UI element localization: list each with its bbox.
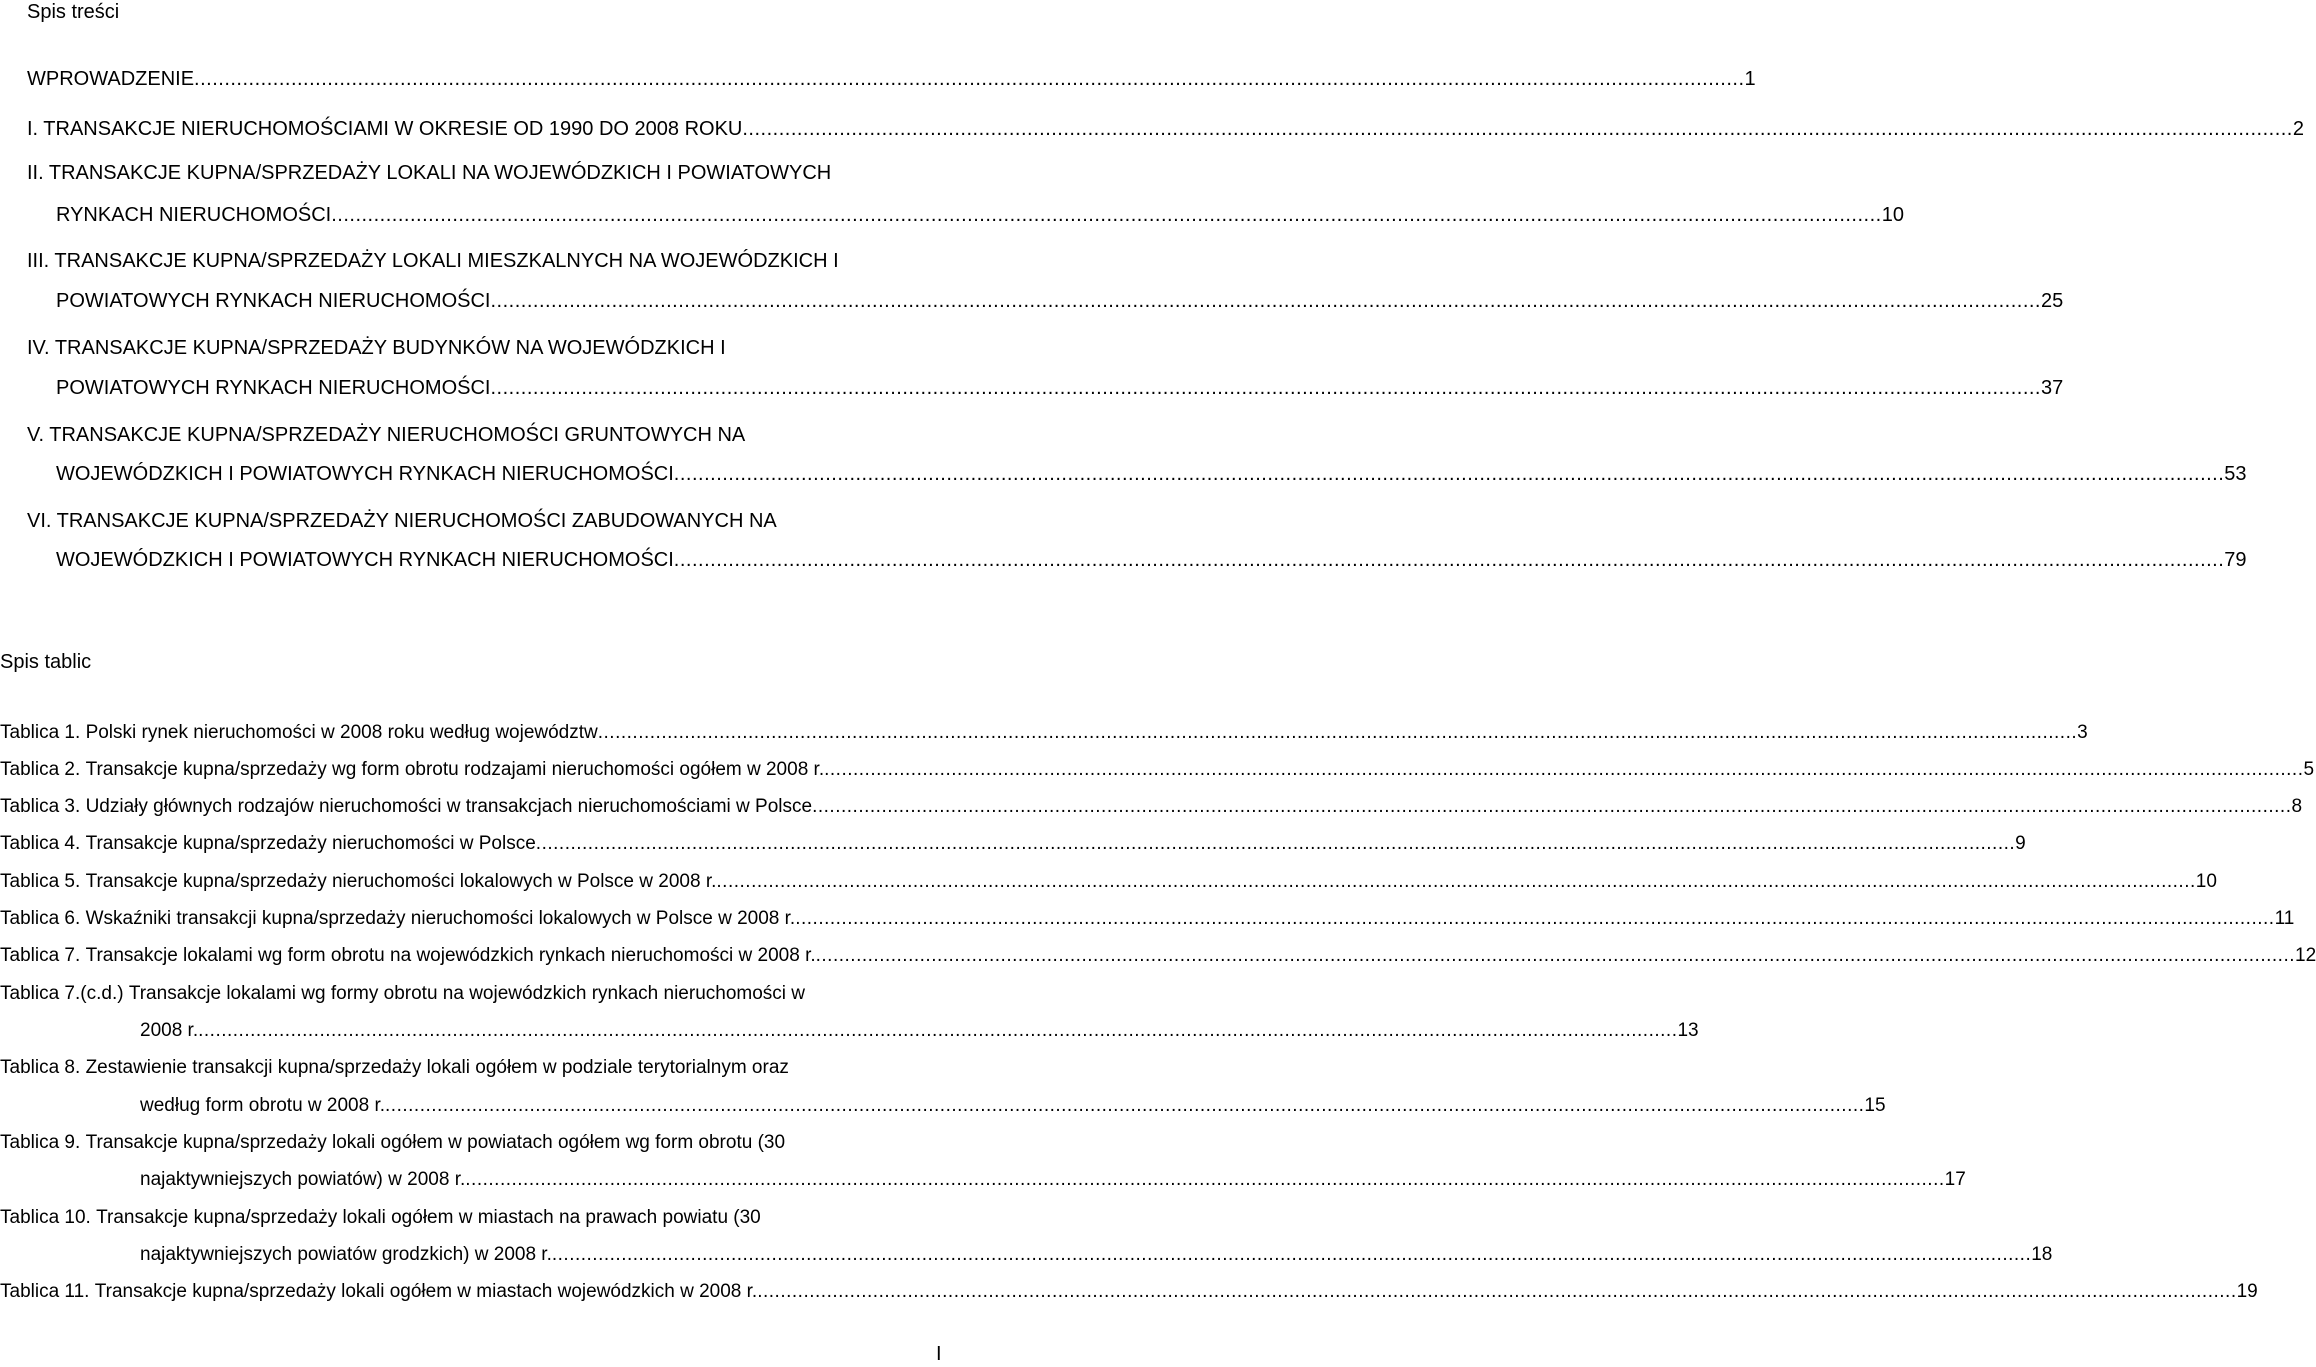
leader-dots xyxy=(757,1281,2236,1303)
toc-entry-title: VI. TRANSAKCJE KUPNA/SPRZEDAŻY NIERUCHOMOŚCI ZABUDOWANYCH NA xyxy=(27,510,777,532)
table-entry-label: Tablica 6. xyxy=(0,908,81,929)
table-entry[interactable] xyxy=(140,1095,1886,1117)
leader-dots xyxy=(742,118,2293,141)
toc-entry-title-cont: POWIATOWYCH RYNKACH NIERUCHOMOŚCI xyxy=(56,377,491,399)
table-entry-title: Transakcje kupna/sprzedaży lokali ogółem w powiatach ogółem wg form obrotu (30 xyxy=(85,1132,786,1153)
table-entry[interactable] xyxy=(0,908,2295,930)
table-entry-label: Tablica 9. xyxy=(0,1132,81,1153)
leader-dots xyxy=(490,290,2041,313)
page-number: I xyxy=(936,1343,942,1365)
toc-entry-page: 10 xyxy=(1881,204,1904,226)
table-entry-title-cont: najaktywniejszych powiatów) w 2008 r. xyxy=(140,1169,466,1190)
leader-dots xyxy=(552,1244,2031,1266)
toc-entry-line1[interactable] xyxy=(27,510,951,533)
table-entry[interactable] xyxy=(0,759,2315,781)
table-entry-line1[interactable] xyxy=(0,983,958,1005)
toc-entry[interactable] xyxy=(56,463,2247,486)
table-entry-title: Transakcje lokalami wg form obrotu na wojewódzkich rynkach nieruchomości w 2008 r. xyxy=(85,945,816,966)
table-entry-title-cont: według form obrotu w 2008 r. xyxy=(140,1095,386,1116)
toc-entry-page: 37 xyxy=(2040,377,2064,399)
table-entry-title: Polski rynek nieruchomości w 2008 roku według województw xyxy=(85,722,598,743)
toc-entry-page: 25 xyxy=(2040,290,2064,312)
table-entry[interactable] xyxy=(140,1169,1966,1191)
table-entry-label: Tablica 4. xyxy=(0,833,81,854)
leader-dots xyxy=(598,722,2077,744)
table-entry-label: Tablica 5. xyxy=(0,871,81,892)
table-entry[interactable] xyxy=(0,833,2026,855)
leader-dots xyxy=(816,945,2295,967)
toc-heading: Spis treści xyxy=(27,1,120,23)
table-entry[interactable] xyxy=(0,1281,2258,1303)
table-entry-title: Transakcje kupna/sprzedaży lokali ogółem w miastach wojewódzkich w 2008 r. xyxy=(94,1281,758,1302)
table-entry[interactable] xyxy=(0,945,2316,967)
leader-dots xyxy=(331,204,1882,227)
table-entry[interactable] xyxy=(140,1020,1699,1042)
toc-entry-title: V. TRANSAKCJE KUPNA/SPRZEDAŻY NIERUCHOMOŚCI GRUNTOWYCH NA xyxy=(27,424,746,446)
table-entry[interactable] xyxy=(140,1244,2053,1266)
leader-dots xyxy=(490,377,2041,400)
leader-dots xyxy=(795,908,2274,930)
table-entry-page: 8 xyxy=(2291,796,2303,817)
leader-dots xyxy=(674,549,2225,572)
table-entry-page: 13 xyxy=(1677,1020,1699,1041)
leader-dots xyxy=(824,759,2303,781)
toc-entry-title-cont: POWIATOWYCH RYNKACH NIERUCHOMOŚCI xyxy=(56,290,491,312)
toc-entry[interactable] xyxy=(56,549,2247,572)
toc-entry[interactable] xyxy=(56,204,1904,227)
table-entry-label: Tablica 2. xyxy=(0,759,81,780)
table-entry-title: Transakcje lokalami wg formy obrotu na wojewódzkich rynkach nieruchomości w xyxy=(128,983,806,1004)
toc-entry-page: 1 xyxy=(1744,68,1756,90)
toc-entry-title-cont: RYNKACH NIERUCHOMOŚCI xyxy=(56,204,332,226)
toc-entry-title: I. TRANSAKCJE NIERUCHOMOŚCIAMI W OKRESIE OD 1990 DO 2008 ROKU xyxy=(27,118,743,140)
table-entry-label: Tablica 10. xyxy=(0,1207,91,1228)
table-entry-label: Tablica 1. xyxy=(0,722,81,743)
table-entry-page: 5 xyxy=(2303,759,2315,780)
table-entry-title: Udziały głównych rodzajów nieruchomości w transakcjach nieruchomościami w Polsce xyxy=(85,796,813,817)
table-entry-page: 11 xyxy=(2274,908,2295,929)
table-entry-line1[interactable] xyxy=(0,1207,958,1229)
toc-entry-line1[interactable] xyxy=(27,337,951,360)
table-entry-label: Tablica 7. xyxy=(0,945,81,966)
table-entry-title-cont: najaktywniejszych powiatów grodzkich) w 2008 r. xyxy=(140,1244,552,1265)
table-entry-page: 9 xyxy=(2015,833,2026,854)
leader-dots xyxy=(812,796,2291,818)
table-entry-page: 10 xyxy=(2195,871,2217,892)
leader-dots xyxy=(194,68,1745,91)
table-entry-page: 12 xyxy=(2295,945,2316,966)
toc-entry[interactable] xyxy=(27,68,1756,91)
leader-dots xyxy=(674,463,2225,486)
table-entry-page: 15 xyxy=(1864,1095,1886,1116)
table-entry[interactable] xyxy=(0,796,2303,818)
toc-entry-page: 79 xyxy=(2224,549,2247,571)
table-entry[interactable] xyxy=(0,871,2217,893)
table-entry-title: Transakcje kupna/sprzedaży nieruchomości lokalowych w Polsce w 2008 r. xyxy=(85,871,717,892)
toc-entry-title: WPROWADZENIE xyxy=(27,68,195,90)
table-entry-title: Wskaźniki transakcji kupna/sprzedaży nieruchomości lokalowych w Polsce w 2008 r. xyxy=(85,908,796,929)
table-entry-title: Transakcje kupna/sprzedaży wg form obrotu rodzajami nieruchomości ogółem w 2008 r. xyxy=(85,759,825,780)
toc-entry-title: III. TRANSAKCJE KUPNA/SPRZEDAŻY LOKALI MIESZKALNYCH NA WOJEWÓDZKICH I xyxy=(27,250,839,272)
table-entry-label: Tablica 11. xyxy=(0,1281,90,1302)
toc-entry-line1[interactable] xyxy=(27,162,951,185)
table-entry-page: 18 xyxy=(2031,1244,2053,1265)
toc-entry-title-cont: WOJEWÓDZKICH I POWIATOWYCH RYNKACH NIERUCHOMOŚCI xyxy=(56,549,674,571)
table-entry-line1[interactable] xyxy=(0,1132,958,1154)
toc-entry-page: 2 xyxy=(2292,118,2304,140)
leader-dots xyxy=(465,1169,1944,1191)
toc-entry-title-cont: WOJEWÓDZKICH I POWIATOWYCH RYNKACH NIERUCHOMOŚCI xyxy=(56,463,674,485)
table-entry-page: 3 xyxy=(2077,722,2088,743)
leader-dots xyxy=(385,1095,1864,1117)
toc-entry-page: 53 xyxy=(2224,463,2247,485)
leader-dots xyxy=(536,833,2015,855)
toc-entry-line1[interactable] xyxy=(27,250,951,273)
table-entry-title-cont: 2008 r. xyxy=(140,1020,199,1041)
table-entry-title: Transakcje kupna/sprzedaży nieruchomości w Polsce xyxy=(85,833,536,854)
toc-entry[interactable] xyxy=(56,377,2064,400)
table-entry-page: 17 xyxy=(1944,1169,1966,1190)
tables-heading: Spis tablic xyxy=(0,651,92,673)
toc-entry-line1[interactable] xyxy=(27,424,951,447)
table-entry-label: Tablica 8. xyxy=(0,1057,81,1078)
leader-dots xyxy=(716,871,2195,893)
table-entry-page: 19 xyxy=(2236,1281,2258,1302)
table-entry-line1[interactable] xyxy=(0,1057,958,1079)
table-entry[interactable] xyxy=(0,722,2088,744)
toc-entry-title: IV. TRANSAKCJE KUPNA/SPRZEDAŻY BUDYNKÓW NA WOJEWÓDZKICH I xyxy=(27,337,726,359)
toc-entry[interactable] xyxy=(27,118,2304,141)
table-entry-label: Tablica 7.(c.d.) xyxy=(0,983,124,1004)
leader-dots xyxy=(198,1020,1677,1042)
table-entry-label: Tablica 3. xyxy=(0,796,81,817)
toc-entry[interactable] xyxy=(56,290,2064,313)
table-entry-title: Transakcje kupna/sprzedaży lokali ogółem w miastach na prawach powiatu (30 xyxy=(96,1207,761,1228)
toc-entry-title: II. TRANSAKCJE KUPNA/SPRZEDAŻY LOKALI NA WOJEWÓDZKICH I POWIATOWYCH xyxy=(27,162,832,184)
table-entry-title: Zestawienie transakcji kupna/sprzedaży lokali ogółem w podziale terytorialnym oraz xyxy=(85,1057,789,1078)
